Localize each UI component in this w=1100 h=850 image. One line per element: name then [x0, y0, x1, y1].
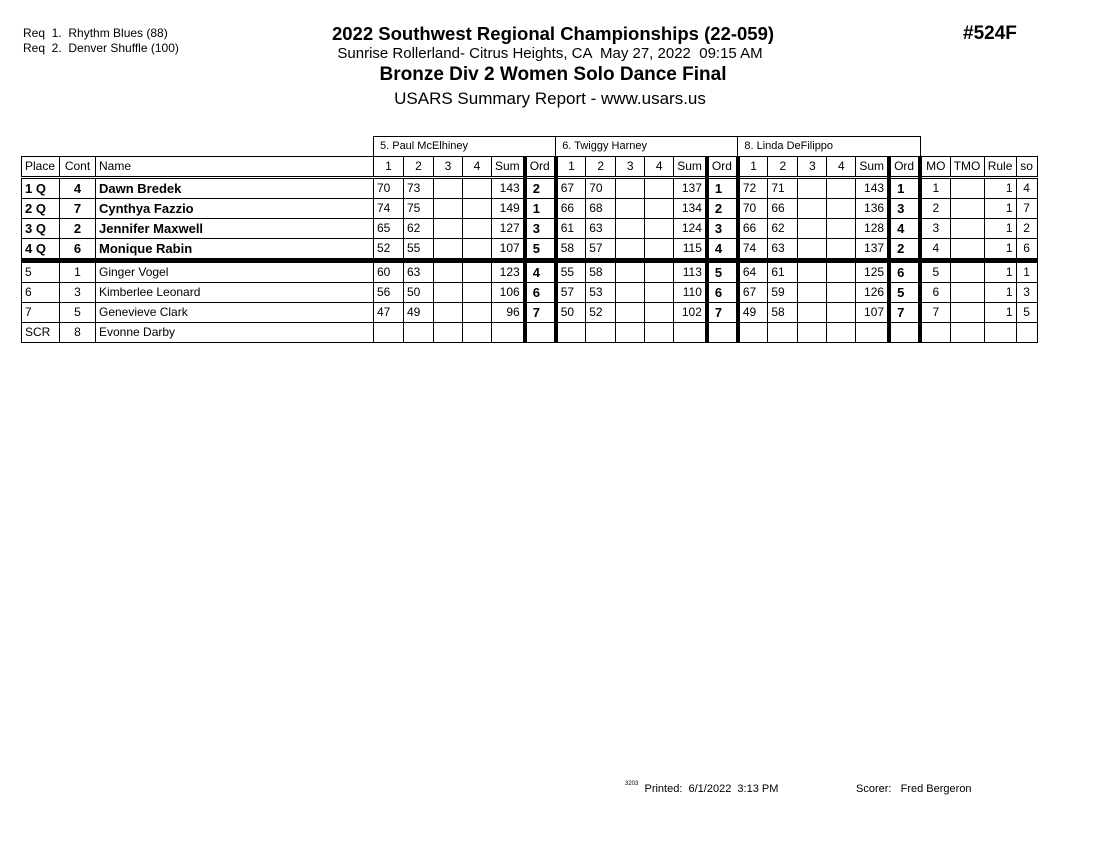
requirement-2: Req 2. Denver Shuffle (100): [23, 41, 179, 55]
judge-1-score-3-cell: [434, 261, 463, 283]
event-code: #524F: [963, 23, 1017, 44]
col-score-1: 1: [556, 157, 586, 178]
judge-2-score-2-cell: 68: [586, 199, 616, 219]
judge-1-score-4-cell: [463, 323, 492, 343]
judge-1-score-3-cell: [434, 239, 463, 261]
judge-3-score-3-cell: [798, 239, 827, 261]
so-cell: 7: [1016, 199, 1037, 219]
judge-1-score-1-cell: 56: [374, 283, 404, 303]
tiny-code: 3203: [625, 781, 639, 787]
table-row: [22, 239, 1038, 261]
judge-header-2: 6. Twiggy Harney: [556, 137, 738, 157]
judge-1-score-1-cell: 70: [374, 178, 404, 199]
col-so: so: [1016, 157, 1037, 178]
judge-3-score-3-cell: [798, 219, 827, 239]
judge-1-score-1-cell: 74: [374, 199, 404, 219]
judge-1-score-4-cell: [463, 199, 492, 219]
event-title: Bronze Div 2 Women Solo Dance Final: [379, 64, 727, 85]
skater-name-cell: Evonne Darby: [96, 323, 374, 343]
judge-1-score-3-cell: [434, 199, 463, 219]
judge-3-ordinal-cell: [889, 323, 920, 343]
tmo-cell: [950, 323, 984, 343]
contestant-number-cell: 5: [60, 303, 96, 323]
judge-3-score-1-cell: [738, 323, 768, 343]
judge-2-score-1-cell: 66: [556, 199, 586, 219]
contestant-number-cell: 1: [60, 261, 96, 283]
judge-3-sum-cell: 143: [856, 178, 889, 199]
so-cell: 2: [1016, 219, 1037, 239]
skater-name-cell: Monique Rabin: [96, 239, 374, 261]
col-mo: MO: [920, 157, 950, 178]
judge-2-score-4-cell: [645, 283, 674, 303]
judge-3-score-3-cell: [798, 323, 827, 343]
contestant-number-cell: 7: [60, 199, 96, 219]
competition-title: 2022 Southwest Regional Championships (22-059): [331, 23, 775, 44]
judge-1-score-4-cell: [463, 178, 492, 199]
judge-3-score-2-cell: 62: [768, 219, 798, 239]
judge-3-score-2-cell: 59: [768, 283, 798, 303]
mo-cell: [920, 323, 950, 343]
judge-3-ordinal-cell: 2: [889, 239, 920, 261]
so-cell: [1016, 323, 1037, 343]
judge-3-ordinal-cell: 4: [889, 219, 920, 239]
judge-3-score-4-cell: [827, 178, 856, 199]
judge-1-score-2-cell: 50: [404, 283, 434, 303]
judge-1-score-2-cell: 63: [404, 261, 434, 283]
judge-3-sum-cell: 136: [856, 199, 889, 219]
judge-2-ordinal-cell: 4: [707, 239, 738, 261]
judge-2-score-1-cell: [556, 323, 586, 343]
judge-2-score-2-cell: 53: [586, 283, 616, 303]
judge-1-ordinal-cell: 3: [525, 219, 556, 239]
judge-1-ordinal-cell: 7: [525, 303, 556, 323]
judge-1-score-4-cell: [463, 219, 492, 239]
table-row: [22, 199, 1038, 219]
so-cell: 5: [1016, 303, 1037, 323]
judge-2-sum-cell: [674, 323, 707, 343]
mo-cell: 2: [920, 199, 950, 219]
tmo-cell: [950, 283, 984, 303]
judge-3-score-4-cell: [827, 283, 856, 303]
col-score-2: 2: [768, 157, 798, 178]
judge-3-ordinal-cell: 1: [889, 178, 920, 199]
col-tmo: TMO: [950, 157, 984, 178]
col-score-1: 1: [738, 157, 768, 178]
so-cell: 1: [1016, 261, 1037, 283]
mo-cell: 3: [920, 219, 950, 239]
judge-3-score-2-cell: 58: [768, 303, 798, 323]
rule-cell: 1: [984, 219, 1016, 239]
place-cell: 5: [22, 261, 60, 283]
judge-1-score-2-cell: 62: [404, 219, 434, 239]
judge-1-ordinal-cell: 4: [525, 261, 556, 283]
judge-3-score-4-cell: [827, 219, 856, 239]
judge-3-score-1-cell: 70: [738, 199, 768, 219]
tmo-cell: [950, 239, 984, 261]
judge-3-score-4-cell: [827, 261, 856, 283]
judge-2-score-4-cell: [645, 199, 674, 219]
judge-3-score-2-cell: 71: [768, 178, 798, 199]
judge-1-sum-cell: 106: [492, 283, 525, 303]
judge-1-score-3-cell: [434, 219, 463, 239]
judge-2-sum-cell: 137: [674, 178, 707, 199]
mo-cell: 4: [920, 239, 950, 261]
judge-3-score-2-cell: 63: [768, 239, 798, 261]
judge-3-sum-cell: 125: [856, 261, 889, 283]
table-row: [22, 323, 1038, 343]
judge-3-score-4-cell: [827, 303, 856, 323]
contestant-number-cell: 3: [60, 283, 96, 303]
rule-cell: [984, 323, 1016, 343]
col-sum: Sum: [674, 157, 707, 178]
place-cell: 4 Q: [22, 239, 60, 261]
judge-1-ordinal-cell: [525, 323, 556, 343]
judge-3-score-3-cell: [798, 283, 827, 303]
judge-1-score-2-cell: 75: [404, 199, 434, 219]
judge-3-score-3-cell: [798, 303, 827, 323]
judge-2-score-4-cell: [645, 303, 674, 323]
judge-2-score-2-cell: 70: [586, 178, 616, 199]
judge-header-3: 8. Linda DeFilippo: [738, 137, 920, 157]
skater-name-cell: Jennifer Maxwell: [96, 219, 374, 239]
judge-1-score-4-cell: [463, 239, 492, 261]
tmo-cell: [950, 303, 984, 323]
judge-1-score-4-cell: [463, 303, 492, 323]
judge-3-score-4-cell: [827, 323, 856, 343]
judge-1-score-3-cell: [434, 178, 463, 199]
judge-2-sum-cell: 134: [674, 199, 707, 219]
judge-2-sum-cell: 110: [674, 283, 707, 303]
judge-1-score-1-cell: 60: [374, 261, 404, 283]
place-cell: SCR: [22, 323, 60, 343]
place-cell: 7: [22, 303, 60, 323]
judge-2-score-3-cell: [616, 283, 645, 303]
judge-3-ordinal-cell: 5: [889, 283, 920, 303]
judge-3-score-3-cell: [798, 261, 827, 283]
tmo-cell: [950, 178, 984, 199]
judge-2-sum-cell: 115: [674, 239, 707, 261]
col-score-3: 3: [798, 157, 827, 178]
place-cell: 2 Q: [22, 199, 60, 219]
judge-2-ordinal-cell: 2: [707, 199, 738, 219]
table-row: [22, 283, 1038, 303]
col-sum: Sum: [492, 157, 525, 178]
judge-3-sum-cell: 107: [856, 303, 889, 323]
judge-3-score-2-cell: [768, 323, 798, 343]
rule-cell: 1: [984, 261, 1016, 283]
rule-cell: 1: [984, 283, 1016, 303]
mo-cell: 1: [920, 178, 950, 199]
judge-3-sum-cell: [856, 323, 889, 343]
judge-1-ordinal-cell: 1: [525, 199, 556, 219]
skater-name-cell: Genevieve Clark: [96, 303, 374, 323]
judge-1-sum-cell: 107: [492, 239, 525, 261]
contestant-number-cell: 6: [60, 239, 96, 261]
printed-timestamp: Printed: 6/1/2022 3:13 PM: [644, 783, 779, 795]
col-ord: Ord: [889, 157, 920, 178]
judge-1-ordinal-cell: 2: [525, 178, 556, 199]
judge-2-ordinal-cell: 3: [707, 219, 738, 239]
col-rule: Rule: [984, 157, 1016, 178]
tmo-cell: [950, 219, 984, 239]
judge-2-score-3-cell: [616, 323, 645, 343]
judge-2-sum-cell: 102: [674, 303, 707, 323]
venue-date-line: Sunrise Rollerland- Citrus Heights, CA May 27, 2022 09:15 AM: [337, 45, 763, 62]
judge-1-ordinal-cell: 6: [525, 283, 556, 303]
judge-1-score-1-cell: 47: [374, 303, 404, 323]
col-score-4: 4: [645, 157, 674, 178]
col-score-2: 2: [586, 157, 616, 178]
place-cell: 1 Q: [22, 178, 60, 199]
judge-2-sum-cell: 113: [674, 261, 707, 283]
judge-1-ordinal-cell: 5: [525, 239, 556, 261]
judge-3-score-3-cell: [798, 199, 827, 219]
judge-2-ordinal-cell: 7: [707, 303, 738, 323]
judge-2-score-2-cell: 52: [586, 303, 616, 323]
judge-3-score-3-cell: [798, 178, 827, 199]
judge-2-score-3-cell: [616, 303, 645, 323]
contestant-number-cell: 4: [60, 178, 96, 199]
judge-2-ordinal-cell: 6: [707, 283, 738, 303]
judge-3-sum-cell: 126: [856, 283, 889, 303]
judge-3-score-2-cell: 66: [768, 199, 798, 219]
so-cell: 3: [1016, 283, 1037, 303]
judge-2-score-1-cell: 61: [556, 219, 586, 239]
judge-2-score-1-cell: 55: [556, 261, 586, 283]
judge-3-score-2-cell: 61: [768, 261, 798, 283]
judge-1-sum-cell: 149: [492, 199, 525, 219]
judge-1-score-4-cell: [463, 283, 492, 303]
judge-2-score-1-cell: 50: [556, 303, 586, 323]
judge-1-score-2-cell: [404, 323, 434, 343]
col-score-2: 2: [404, 157, 434, 178]
judge-2-ordinal-cell: 1: [707, 178, 738, 199]
judges-row: [22, 137, 1038, 157]
col-score-4: 4: [463, 157, 492, 178]
table-row: [22, 178, 1038, 199]
rule-cell: 1: [984, 178, 1016, 199]
judge-1-score-2-cell: 49: [404, 303, 434, 323]
place-cell: 3 Q: [22, 219, 60, 239]
scorer-info: Scorer: Fred Bergeron: [856, 783, 972, 795]
mo-cell: 5: [920, 261, 950, 283]
judge-1-sum-cell: 127: [492, 219, 525, 239]
judge-1-score-1-cell: 65: [374, 219, 404, 239]
contestant-number-cell: 8: [60, 323, 96, 343]
judge-3-score-4-cell: [827, 199, 856, 219]
contestant-number-cell: 2: [60, 219, 96, 239]
so-cell: 6: [1016, 239, 1037, 261]
judge-3-score-4-cell: [827, 239, 856, 261]
judge-1-score-2-cell: 55: [404, 239, 434, 261]
tmo-cell: [950, 199, 984, 219]
judge-2-score-4-cell: [645, 178, 674, 199]
judge-2-score-3-cell: [616, 261, 645, 283]
rule-cell: 1: [984, 199, 1016, 219]
requirement-1: Req 1. Rhythm Blues (88): [23, 26, 168, 40]
judge-header-1: 5. Paul McElhiney: [374, 137, 556, 157]
judge-2-ordinal-cell: 5: [707, 261, 738, 283]
table-row: [22, 303, 1038, 323]
judge-3-score-1-cell: 49: [738, 303, 768, 323]
col-score-3: 3: [616, 157, 645, 178]
skater-name-cell: Dawn Bredek: [96, 178, 374, 199]
mo-cell: 7: [920, 303, 950, 323]
col-cont: Cont: [60, 157, 96, 178]
judge-2-score-4-cell: [645, 219, 674, 239]
table-row: [22, 261, 1038, 283]
judge-2-score-3-cell: [616, 178, 645, 199]
col-name: Name: [96, 157, 374, 178]
judge-3-sum-cell: 128: [856, 219, 889, 239]
judge-2-score-4-cell: [645, 239, 674, 261]
judge-1-score-3-cell: [434, 303, 463, 323]
skater-name-cell: Cynthya Fazzio: [96, 199, 374, 219]
judge-2-score-2-cell: 57: [586, 239, 616, 261]
judge-3-score-1-cell: 67: [738, 283, 768, 303]
judge-1-score-1-cell: [374, 323, 404, 343]
col-score-1: 1: [374, 157, 404, 178]
judge-1-score-4-cell: [463, 261, 492, 283]
judge-1-sum-cell: [492, 323, 525, 343]
judge-3-ordinal-cell: 6: [889, 261, 920, 283]
printed-info: [625, 783, 778, 795]
judge-2-score-1-cell: 57: [556, 283, 586, 303]
col-ord: Ord: [707, 157, 738, 178]
judge-2-score-4-cell: [645, 323, 674, 343]
judge-1-sum-cell: 123: [492, 261, 525, 283]
judge-2-score-2-cell: [586, 323, 616, 343]
tmo-cell: [950, 261, 984, 283]
skater-name-cell: Ginger Vogel: [96, 261, 374, 283]
judge-1-sum-cell: 96: [492, 303, 525, 323]
judge-3-score-1-cell: 64: [738, 261, 768, 283]
judge-2-score-3-cell: [616, 239, 645, 261]
judge-3-sum-cell: 137: [856, 239, 889, 261]
place-cell: 6: [22, 283, 60, 303]
judge-2-score-1-cell: 58: [556, 239, 586, 261]
judge-3-score-1-cell: 74: [738, 239, 768, 261]
results-table: [21, 136, 1038, 343]
col-sum: Sum: [856, 157, 889, 178]
so-cell: 4: [1016, 178, 1037, 199]
judge-2-score-2-cell: 58: [586, 261, 616, 283]
judge-2-ordinal-cell: [707, 323, 738, 343]
judge-3-ordinal-cell: 7: [889, 303, 920, 323]
report-subtitle: USARS Summary Report - www.usars.us: [394, 89, 706, 108]
judge-1-score-3-cell: [434, 283, 463, 303]
judge-2-score-3-cell: [616, 219, 645, 239]
table-row: [22, 219, 1038, 239]
judge-3-score-1-cell: 66: [738, 219, 768, 239]
judge-1-score-1-cell: 52: [374, 239, 404, 261]
column-header-row: [22, 157, 1038, 178]
mo-cell: 6: [920, 283, 950, 303]
judge-1-score-3-cell: [434, 323, 463, 343]
col-ord: Ord: [525, 157, 556, 178]
judge-2-sum-cell: 124: [674, 219, 707, 239]
rule-cell: 1: [984, 239, 1016, 261]
col-score-4: 4: [827, 157, 856, 178]
skater-name-cell: Kimberlee Leonard: [96, 283, 374, 303]
judge-2-score-1-cell: 67: [556, 178, 586, 199]
judge-1-score-2-cell: 73: [404, 178, 434, 199]
judge-2-score-3-cell: [616, 199, 645, 219]
judge-2-score-2-cell: 63: [586, 219, 616, 239]
col-place: Place: [22, 157, 60, 178]
judge-3-score-1-cell: 72: [738, 178, 768, 199]
judge-1-sum-cell: 143: [492, 178, 525, 199]
rule-cell: 1: [984, 303, 1016, 323]
judge-2-score-4-cell: [645, 261, 674, 283]
col-score-3: 3: [434, 157, 463, 178]
judge-3-ordinal-cell: 3: [889, 199, 920, 219]
